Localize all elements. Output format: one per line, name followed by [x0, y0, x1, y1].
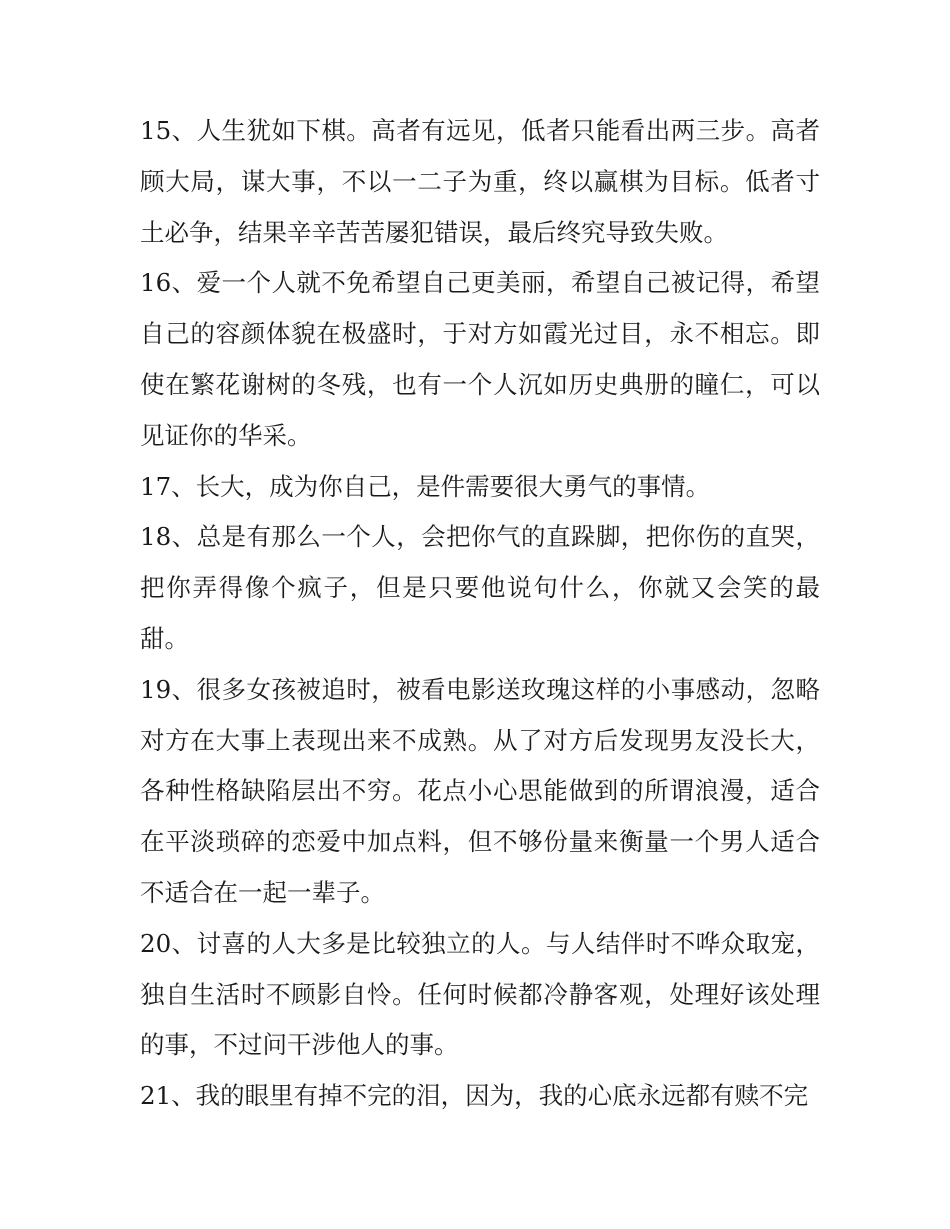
paragraph-20: 20、讨喜的人大多是比较独立的人。与人结伴时不哗众取宠，独自生活时不顾影自怜。任何时候都冷静客观，处理好该处理的事，不过问干涉他人的事。 [140, 928, 820, 1060]
paragraph-17: 17、长大，成为你自己，是件需要很大勇气的事情。 [140, 471, 711, 501]
paragraph-21: 21、我的眼里有掉不完的泪，因为，我的心底永远都有赎不完 [140, 1081, 809, 1111]
paragraph-15: 15、人生犹如下棋。高者有远见，低者只能看出两三步。高者顾大局，谋大事，不以一二子为重，终以赢棋为目标。低者寸土必争，结果辛辛苦苦屡犯错误，最后终究导致失败。 [140, 116, 820, 247]
paragraph-19: 19、很多女孩被追时，被看电影送玫瑰这样的小事感动，忽略对方在大事上表现出来不成熟。从了对方后发现男友没长大，各种性格缺陷层出不穷。花点小心思能做到的所谓浪漫，适合在平淡琐碎的恋爱中加点料，但不够份量来衡量一个男人适合不适合在一起一辈子。 [140, 674, 820, 907]
paragraph-18: 18、总是有那么一个人，会把你气的直跺脚，把你伤的直哭，把你弄得像个疯子，但是只要他说句什么，你就又会笑的最甜。 [140, 522, 820, 653]
document-body [140, 106, 820, 1122]
paragraph-16: 16、爱一个人就不免希望自己更美丽，希望自己被记得，希望自己的容颜体貌在极盛时，于对方如霞光过目，永不相忘。即使在繁花谢树的冬残，也有一个人沉如历史典册的瞳仁，可以见证你的华采。 [140, 268, 820, 450]
